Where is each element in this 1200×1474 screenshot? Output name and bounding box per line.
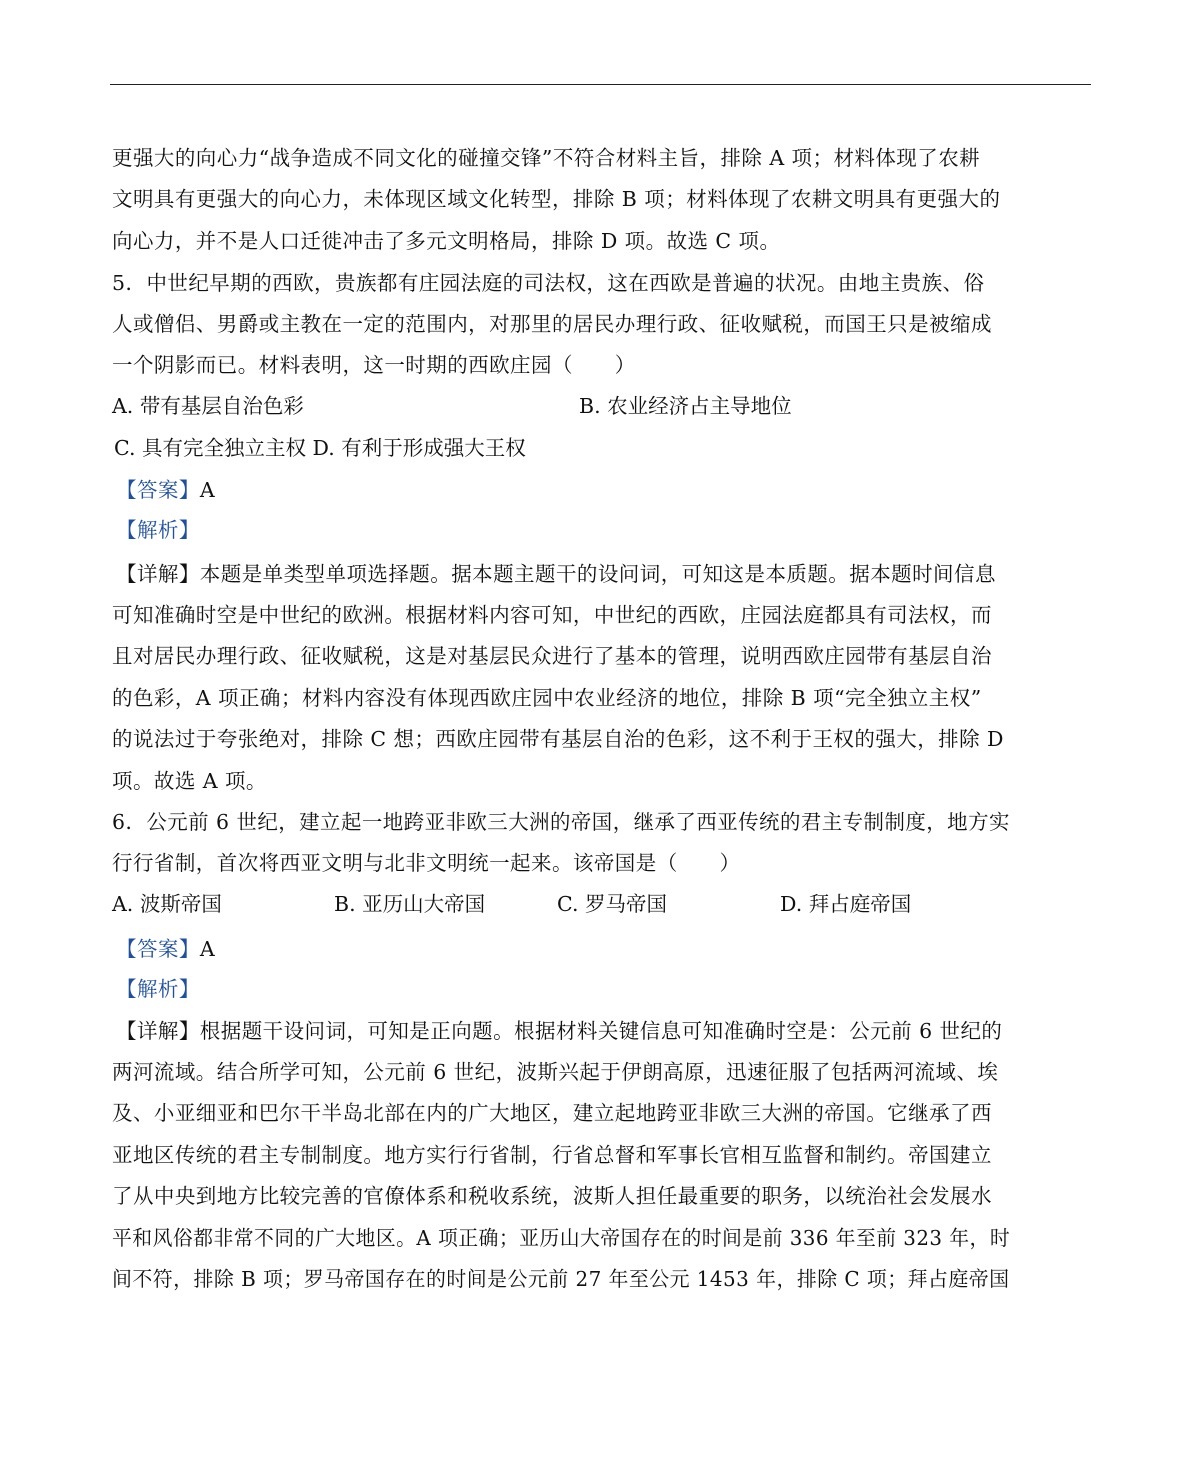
q5-stem-line: 人或僧侣、男爵或主教在一定的范围内，对那里的居民办理行政、征收赋税，而国王只是被缩成	[112, 312, 992, 336]
q5-detail-line: 项。故选 A 项。	[112, 769, 267, 793]
q5-detail-line: 可知准确时空是中世纪的欧洲。根据材料内容可知，中世纪的西欧，庄园法庭都具有司法权，而	[112, 603, 992, 627]
prev-explanation-line: 文明具有更强大的向心力，未体现区域文化转型，排除 B 项；材料体现了农耕文明具有更强大的	[112, 187, 1001, 211]
q5-answer	[116, 480, 215, 501]
q6-detail-line: 两河流域。结合所学可知，公元前 6 世纪，波斯兴起于伊朗高原，迅速征服了包括两河流域、埃	[112, 1060, 999, 1084]
prev-explanation-line: 更强大的向心力“战争造成不同文化的碰撞交锋”不符合材料主旨，排除 A 项；材料体现了农耕	[112, 146, 981, 170]
q5-option-cd: C. 具有完全独立主权 D. 有利于形成强大王权	[114, 436, 526, 460]
q6-stem-line: 6．公元前 6 世纪，建立起一地跨亚非欧三大洲的帝国，继承了西亚传统的君主专制制度，地方实	[112, 810, 1010, 834]
q6-stem-line: 行行省制，首次将西亚文明与北非文明统一起来。该帝国是（ ）	[112, 851, 741, 875]
q5-detail-line: 【详解】本题是单类型单项选择题。据本题主题干的设问词，可知这是本质题。据本题时间信息	[116, 562, 996, 586]
q5-analysis-tag: 【解析】	[116, 518, 200, 542]
q6-detail-line: 间不符，排除 B 项；罗马帝国存在的时间是公元前 27 年至公元 1453 年，排除 C 项；拜占庭帝国	[112, 1267, 1010, 1291]
q6-detail-line: 平和风俗都非常不同的广大地区。A 项正确；亚历山大帝国存在的时间是前 336 年至前 323 年，时	[112, 1226, 1011, 1250]
q5-stem-line: 一个阴影而已。材料表明，这一时期的西欧庄园（ ）	[112, 353, 636, 377]
answer-value: A	[199, 478, 216, 502]
q5-detail-line: 的色彩，A 项正确；材料内容没有体现西欧庄园中农业经济的地位，排除 B 项“完全独立主权”	[112, 686, 982, 710]
q6-option-b: B. 亚历山大帝国	[334, 892, 486, 916]
q6-option-a: A. 波斯帝国	[112, 892, 222, 916]
answer-value: A	[199, 937, 216, 961]
q6-detail-line: 及、小亚细亚和巴尔干半岛北部在内的广大地区，建立起地跨亚非欧三大洲的帝国。它继承了西	[112, 1101, 992, 1125]
prev-explanation-line: 向心力，并不是人口迁徙冲击了多元文明格局，排除 D 项。故选 C 项。	[112, 229, 781, 253]
q6-option-c: C. 罗马帝国	[557, 892, 667, 916]
q6-detail-line: 【详解】根据题干设问词，可知是正向题。根据材料关键信息可知准确时空是：公元前 6 世纪的	[116, 1019, 1003, 1043]
q5-detail-line: 且对居民办理行政、征收赋税，这是对基层民众进行了基本的管理，说明西欧庄园带有基层自治	[112, 644, 992, 668]
q5-option-a: A. 带有基层自治色彩	[112, 394, 304, 418]
answer-tag: 【答案】	[116, 937, 200, 961]
q6-detail-line: 了从中央到地方比较完善的官僚体系和税收系统，波斯人担任最重要的职务，以统治社会发展水	[112, 1184, 992, 1208]
q6-answer	[116, 939, 215, 960]
q5-option-b: B. 农业经济占主导地位	[579, 394, 792, 418]
q5-stem-line: 5．中世纪早期的西欧，贵族都有庄园法庭的司法权，这在西欧是普遍的状况。由地主贵族、俗	[112, 271, 985, 295]
answer-tag: 【答案】	[116, 478, 200, 502]
q6-option-d: D. 拜占庭帝国	[780, 892, 912, 916]
q6-analysis-tag: 【解析】	[116, 977, 200, 1001]
q6-detail-line: 亚地区传统的君主专制制度。地方实行行省制，行省总督和军事长官相互监督和制约。帝国建立	[112, 1143, 992, 1167]
q5-detail-line: 的说法过于夸张绝对，排除 C 想；西欧庄园带有基层自治的色彩，这不利于王权的强大，排除 D	[112, 727, 1004, 751]
header-rule	[110, 84, 1091, 85]
